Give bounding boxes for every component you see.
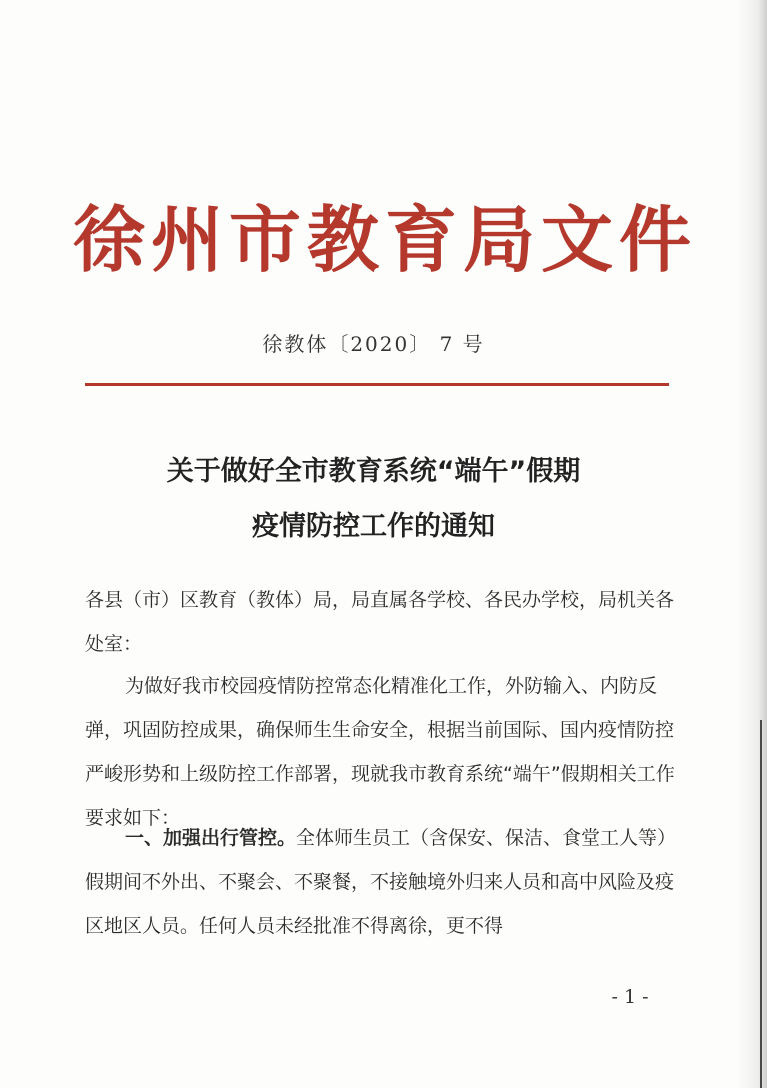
document-number: 徐教体〔2020〕 7 号	[262, 332, 485, 356]
notice-title-line-2: 疫情防控工作的通知	[252, 511, 495, 542]
masthead-title: 徐州市教育局文件	[72, 197, 697, 282]
red-separator-rule	[85, 383, 669, 386]
notice-title-line-1: 关于做好全市教育系统“端午”假期	[166, 456, 581, 487]
intro-paragraph: 为做好我市校园疫情防控常态化精准化工作，外防输入、内防反弹，巩固防控成果，确保师生生命安全，根据当前国际、国内疫情防控严峻形势和上级防控工作部署，现就我市教育系统“端午”假期相关工作要求如下：	[85, 675, 675, 829]
section-1-text: 全体师生员工（含保安、保洁、食堂工人等）假期间不外出、不聚会、不聚餐，不接触境外归来人员和高中风险及疫区地区人员。任何人员未经批准不得离徐，更不得	[85, 827, 675, 937]
section-1-heading: 一、加强出行管控。	[125, 827, 297, 849]
page-edge-line	[760, 720, 762, 1088]
page-number: - 1 -	[611, 986, 649, 1008]
section-1-paragraph	[85, 816, 675, 948]
addressee-paragraph: 各县（市）区教育（教体）局，局直属各学校、各民办学校，局机关各处室：	[85, 589, 675, 655]
page-edge-shadow	[737, 0, 767, 1088]
